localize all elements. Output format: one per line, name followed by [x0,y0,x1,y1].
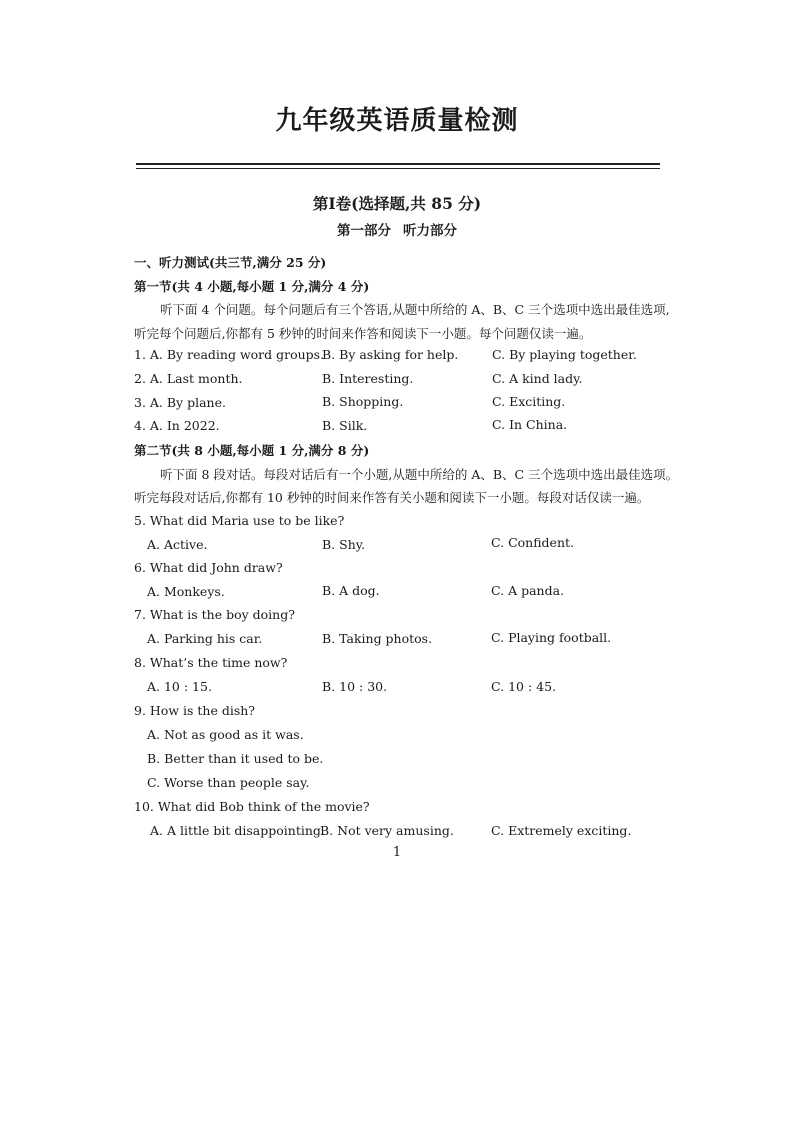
q2-option-a: 2. A. Last month. [134,371,243,386]
q10-option-b: B. Not very amusing. [320,823,454,838]
q6-option-a: A. Monkeys. [147,584,225,599]
part-heading [0,219,794,239]
q3-option-c: C. Exciting. [492,394,566,409]
q1-option-c: C. By playing together. [492,347,637,362]
subsection-1-heading: 第一节(共 4 小题,每小题 1 分,满分 4 分) [134,279,370,294]
part-label: 第一部分 [337,223,391,239]
page-number: 1 [392,845,402,860]
q2-option-c: C. A kind lady. [492,371,583,386]
q7-option-b: B. Taking photos. [322,631,433,646]
title-rule-thin [136,168,660,169]
q1-option-b: B. By asking for help. [322,347,459,362]
q9-option-b: B. Better than it used to be. [147,751,324,766]
q10-option-c: C. Extremely exciting. [491,823,632,838]
q7-question: 7. What is the boy doing? [134,607,295,622]
subsection-2-instruction-line-1: 听下面 8 段对话。每段对话后有一个小题,从题中所给的 A、B、C 三个选项中选出最佳选项。 [160,467,679,482]
q8-question: 8. What’s the time now? [134,655,288,670]
q10-question: 10. What did Bob think of the movie? [134,799,370,814]
q8-option-a: A. 10 : 15. [147,679,212,694]
volume-heading: 第Ⅰ卷(选择题,共 85 分) [312,194,482,213]
part-subject: 听力部分 [403,223,457,239]
title-rule-thick [136,163,660,165]
subsection-1-instruction-line-1: 听下面 4 个问题。每个问题后有三个答语,从题中所给的 A、B、C 三个选项中选出最佳选项, [160,302,670,317]
q4-option-b: B. Silk. [322,418,368,433]
subsection-1-instruction-line-2: 听完每个问题后,你都有 5 秒钟的时间来作答和阅读下一小题。每个问题仅读一遍。 [134,326,592,341]
q9-option-a: A. Not as good as it was. [147,727,304,742]
q5-option-a: A. Active. [147,537,208,552]
q5-option-b: B. Shy. [322,537,366,552]
q6-option-b: B. A dog. [322,583,380,598]
q3-option-b: B. Shopping. [322,394,404,409]
q4-option-c: C. In China. [492,417,568,432]
q5-option-c: C. Confident. [491,535,574,550]
q6-question: 6. What did John draw? [134,560,283,575]
q1-option-a: 1. A. By reading word groups. [134,347,325,362]
q10-option-a: A. A little bit disappointing. [150,823,325,838]
section-heading: 一、听力测试(共三节,满分 25 分) [134,255,327,270]
document-title: 九年级英语质量检测 [275,106,519,136]
subsection-2-heading: 第二节(共 8 小题,每小题 1 分,满分 8 分) [134,443,370,458]
q2-option-b: B. Interesting. [322,371,414,386]
q8-option-b: B. 10 : 30. [322,679,388,694]
q6-option-c: C. A panda. [491,583,564,598]
q9-option-c: C. Worse than people say. [147,775,310,790]
q3-option-a: 3. A. By plane. [134,395,226,410]
q5-question: 5. What did Maria use to be like? [134,513,345,528]
subsection-2-instruction-line-2: 听完每段对话后,你都有 10 秒钟的时间来作答有关小题和阅读下一小题。每段对话仅读一遍。 [134,490,650,505]
q7-option-a: A. Parking his car. [147,631,263,646]
q7-option-c: C. Playing football. [491,630,612,645]
q4-option-a: 4. A. In 2022. [134,418,220,433]
q8-option-c: C. 10 : 45. [491,679,557,694]
q9-question: 9. How is the dish? [134,703,255,718]
